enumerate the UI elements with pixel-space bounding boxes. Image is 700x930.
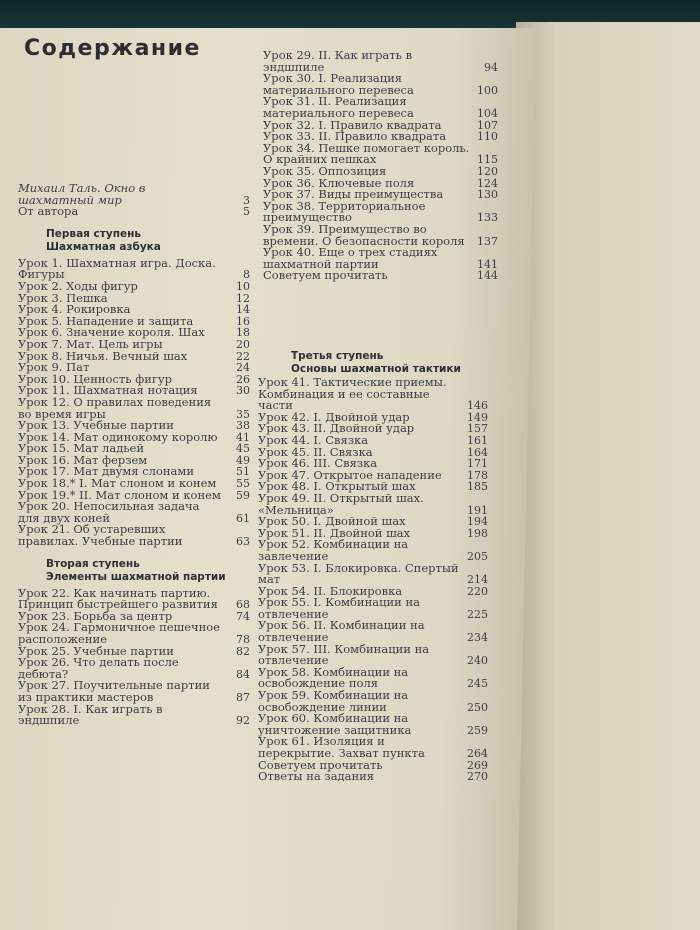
toc-entry-title: Урок 36. Ключевые поля [263, 175, 415, 190]
toc-entry-title: Урок 48. I. Открытый шах [258, 479, 416, 494]
toc-entry-page: 51 [236, 465, 250, 479]
toc-entry-title: Урок 43. II. Двойной удар [258, 421, 415, 436]
toc-entry-title: Урок 24. Гармоничное пешечное расположение [18, 620, 221, 646]
toc-entry-page: 78 [236, 633, 250, 646]
toc-entry-page: 82 [236, 644, 250, 658]
toc-entry-page: 225 [467, 607, 488, 621]
toc-entry [258, 736, 488, 759]
toc-entry-page: 149 [467, 410, 488, 424]
toc-entry-title: Урок 25. Учебные партии [18, 643, 174, 658]
toc-entry-page: 234 [467, 631, 488, 645]
toc-entry-page: 84 [236, 667, 250, 681]
toc-entry-page: 22 [236, 349, 250, 363]
toc-entry-title: Урок 20. Непосильная задача для двух коней [18, 499, 200, 525]
toc-column-3 [258, 377, 488, 783]
toc-entry-page: 61 [236, 511, 250, 525]
toc-entry-title: Урок 13. Учебные партии [18, 418, 174, 433]
toc-entry-title: Урок 52. Комбинации на завлечение [258, 537, 409, 563]
toc-entry-title: Урок 19.* II. Мат слоном и конем [18, 487, 221, 502]
toc-entry-title: Урок 59. Комбинации на освобождение линии [258, 688, 409, 714]
toc-entry [258, 377, 488, 412]
stage3-heading [291, 350, 498, 376]
toc-entry-page: 20 [236, 337, 250, 351]
toc-entry-title: Урок 26. Что делать после дебюта? [18, 655, 179, 681]
toc-entry-title: Урок 46. III. Связка [258, 456, 378, 471]
toc-entry-title: Урок 5. Нападение и защита [18, 313, 194, 328]
toc-entry [18, 255, 250, 282]
toc-entry [263, 50, 498, 73]
toc-entry-page: 164 [467, 445, 488, 459]
toc-entry-title: Урок 7. Мат. Цель игры [18, 336, 163, 351]
toc-entry [263, 140, 498, 167]
toc-entry-title: Ответы на задания [258, 769, 375, 784]
toc-entry-page: 146 [467, 399, 488, 413]
toc-entry-title: Урок 16. Мат ферзем [18, 452, 148, 467]
toc-entry-page: 115 [477, 153, 498, 167]
toc-entry-page: 26 [236, 372, 250, 386]
toc-entry-title: Урок 40. Еще о трех стадиях шахматной партии [263, 245, 438, 271]
toc-entry-page: 191 [467, 503, 488, 517]
toc-entry-title: Урок 4. Рокировка [18, 302, 131, 317]
stage3-title: Третья ступень [291, 350, 384, 362]
toc-entry [18, 394, 250, 421]
toc-entry-page: 144 [477, 269, 498, 283]
toc-entry-page: 198 [467, 526, 488, 540]
stage1-title: Первая ступень [46, 227, 141, 240]
toc-entry-page: 250 [467, 700, 488, 714]
toc-entry-page: 63 [236, 535, 250, 549]
toc-entry [18, 585, 250, 612]
stage2-title: Вторая ступень [46, 557, 140, 570]
toc-entry-title: Советуем прочитать [258, 757, 383, 772]
stage2-subtitle: Элементы шахматной партии [46, 570, 226, 583]
toc-entry-title: Урок 12. О правилах поведения во время игры [18, 394, 212, 421]
toc-entry-title: Урок 27. Поучительные партии из практики мастеров [18, 678, 210, 704]
toc-entry-title: Урок 8. Ничья. Вечный шах [18, 348, 188, 363]
toc-entry-page: 59 [236, 488, 250, 502]
toc-entry [18, 680, 250, 703]
toc-entry-page: 24 [236, 361, 250, 375]
toc-entry-page: 133 [477, 211, 498, 225]
toc-entry-page: 5 [243, 205, 250, 219]
toc-entry-page: 185 [467, 480, 488, 494]
page-title: Содержание [24, 36, 201, 61]
toc-entry-page: 270 [467, 770, 488, 784]
toc-entry-title: Урок 2. Ходы фигур [18, 278, 138, 293]
toc-entry-page: 104 [477, 106, 498, 120]
stage3-list [258, 377, 488, 783]
toc-entry-title: Урок 22. Как начинать партию. Принцип быстрейшего развития [18, 585, 218, 612]
toc-entry [263, 73, 498, 96]
stage1-subtitle: Шахматная азбука [46, 240, 161, 253]
toc-entry-page: 171 [467, 457, 488, 471]
toc-entry-title: Урок 33. II. Правило квадрата [263, 129, 447, 144]
toc-entry-page: 264 [467, 747, 488, 760]
toc-entry-title: Урок 3. Пешка [18, 290, 108, 305]
stage2-list-b [263, 50, 498, 282]
toc-entry-page: 92 [236, 714, 250, 728]
toc-entry-page: 16 [236, 314, 250, 328]
toc-entry-page: 107 [477, 118, 498, 132]
stage1-heading [46, 228, 250, 254]
toc-entry-page: 55 [236, 477, 250, 491]
toc-entry-title: От автора [18, 204, 79, 219]
toc-entry [18, 657, 250, 680]
toc-entry-page: 87 [236, 690, 250, 704]
toc-entry-title: Урок 1. Шахматная игра. Доска. Фигуры [18, 255, 216, 282]
toc-entry-title: Урок 53. I. Блокировка. Спертый мат [258, 560, 459, 587]
toc-entry-page: 205 [467, 549, 488, 563]
toc-entry-title: Урок 41. Тактические приемы. Комбинация и ее составные части [258, 375, 447, 413]
toc-entry-page: 214 [467, 573, 488, 587]
toc-entry-title: Урок 35. Оппозиция [263, 163, 387, 178]
toc-entry-title: Урок 6. Значение короля. Шах [18, 325, 205, 340]
toc-entry-title: Урок 60. Комбинации на уничтожение защитника [258, 711, 412, 737]
toc-entry-page: 120 [477, 164, 498, 178]
toc-entry-title: Урок 57. III. Комбинации на отвлечение [258, 641, 430, 668]
toc-entry-page: 245 [467, 677, 488, 691]
toc-entry-title: Урок 37. Виды преимущества [263, 187, 444, 202]
toc-entry [18, 701, 250, 728]
toc-entry-page: 35 [236, 407, 250, 421]
toc-entry [258, 771, 488, 783]
toc-entry-title: Урок 45. II. Связка [258, 444, 373, 459]
toc-entry-page: 18 [236, 326, 250, 340]
intro-list [18, 183, 250, 218]
toc-entry-title: Урок 29. II. Как играть в эндшпиле [263, 48, 413, 74]
toc-entry-title: Урок 50. I. Двойной шах [258, 514, 406, 529]
stage3-subtitle: Основы шахматной тактики [291, 363, 461, 375]
toc-entry [18, 501, 250, 524]
toc-entry [263, 96, 498, 119]
toc-entry-title: Урок 34. Пешке помогает король. О крайних пешках [263, 140, 470, 167]
toc-entry-page: 94 [484, 60, 498, 74]
toc-entry [263, 198, 498, 225]
stage2-list-a [18, 585, 250, 728]
toc-entry-title: Урок 21. Об устаревших правилах. Учебные партии [18, 522, 183, 549]
toc-entry [18, 524, 250, 547]
toc-entry-title: Урок 18.* I. Мат слоном и конем [18, 476, 217, 491]
toc-entry [258, 490, 488, 517]
toc-entry-title: Урок 14. Мат одинокому королю [18, 429, 218, 444]
toc-entry-page: 269 [467, 758, 488, 772]
toc-entry-page: 157 [467, 422, 488, 436]
toc-entry [263, 270, 498, 282]
toc-entry-page: 124 [477, 176, 498, 190]
toc-entry-title: Урок 17. Мат двумя слонами [18, 464, 195, 479]
toc-entry-title: Михаил Таль. Окно в шахматный мир [18, 181, 146, 207]
toc-entry-title: Советуем прочитать [263, 268, 388, 283]
toc-entry-page: 49 [236, 453, 250, 467]
toc-entry-page: 141 [477, 257, 498, 271]
toc-entry-page: 68 [236, 598, 250, 612]
toc-entry-page: 240 [467, 654, 488, 668]
toc-column-1 [18, 183, 250, 727]
toc-entry-page: 110 [477, 130, 498, 144]
toc-entry-title: Урок 51. II. Двойной шах [258, 525, 411, 540]
toc-entry [263, 221, 498, 248]
toc-entry [18, 206, 250, 218]
toc-entry-title: Урок 58. Комбинации на освобождение поля [258, 664, 409, 691]
toc-entry-page: 30 [236, 384, 250, 398]
toc-entry [258, 597, 488, 620]
toc-entry-page: 41 [236, 430, 250, 444]
toc-entry [263, 247, 498, 270]
toc-entry-page: 130 [477, 188, 498, 202]
toc-entry-title: Урок 38. Территориальное преимущество [263, 198, 426, 225]
toc-entry-page: 10 [236, 279, 250, 293]
stage2-heading [46, 558, 250, 584]
toc-entry-title: Урок 61. Изоляция и перекрытие. Захват пункта [258, 734, 425, 760]
toc-entry-page: 100 [477, 83, 498, 97]
toc-entry-page: 194 [467, 515, 488, 529]
toc-entry-page: 14 [236, 303, 250, 317]
toc-entry [258, 641, 488, 668]
toc-entry-title: Урок 10. Ценность фигур [18, 371, 173, 386]
toc-entry-page: 12 [236, 291, 250, 305]
toc-entry [258, 560, 488, 587]
toc-entry-page: 8 [243, 268, 250, 282]
toc-entry-title: Урок 55. I. Комбинации на отвлечение [258, 595, 421, 621]
toc-entry-page: 137 [477, 234, 498, 248]
toc-entry-page: 38 [236, 419, 250, 433]
toc-entry [258, 713, 488, 736]
toc-entry-page: 74 [236, 609, 250, 623]
toc-column-2 [263, 50, 498, 282]
toc-entry-title: Урок 44. I. Связка [258, 432, 369, 447]
toc-entry-title: Урок 32. I. Правило квадрата [263, 117, 442, 132]
toc-entry [18, 622, 250, 645]
toc-entry-title: Урок 56. II. Комбинации на отвлечение [258, 618, 425, 645]
toc-entry-title: Урок 15. Мат ладьей [18, 441, 145, 456]
toc-entry-title: Урок 31. II. Реализация материального перевеса [263, 94, 414, 120]
toc-entry-title: Урок 54. II. Блокировка [258, 583, 403, 598]
toc-entry-title: Урок 28. I. Как играть в эндшпиле [18, 701, 163, 728]
toc-entry-title: Урок 49. II. Открытый шах. «Мельница» [258, 490, 424, 517]
toc-entry-title: Урок 9. Пат [18, 360, 90, 375]
toc-entry-page: 161 [467, 433, 488, 447]
toc-entry-page: 259 [467, 723, 488, 737]
toc-column-3-heading [263, 340, 498, 380]
toc-entry-page: 45 [236, 442, 250, 456]
toc-entry-title: Урок 23. Борьба за центр [18, 608, 173, 623]
toc-entry-title: Урок 30. I. Реализация материального перевеса [263, 71, 414, 97]
toc-entry-title: Урок 11. Шахматная нотация [18, 383, 198, 398]
toc-entry-page: 220 [467, 584, 488, 598]
toc-entry [258, 539, 488, 562]
toc-entry-title: Урок 42. I. Двойной удар [258, 409, 410, 424]
toc-entry [258, 620, 488, 643]
toc-entry-title: Урок 39. Преимущество во времени. О безопасности короля [263, 221, 465, 248]
toc-entry [258, 690, 488, 713]
toc-entry [18, 183, 250, 206]
toc-entry [258, 664, 488, 691]
toc-entry-page: 3 [243, 193, 250, 207]
stage1-list [18, 255, 250, 549]
toc-entry-title: Урок 47. Открытое нападение [258, 467, 442, 482]
toc-entry-page: 178 [467, 468, 488, 482]
